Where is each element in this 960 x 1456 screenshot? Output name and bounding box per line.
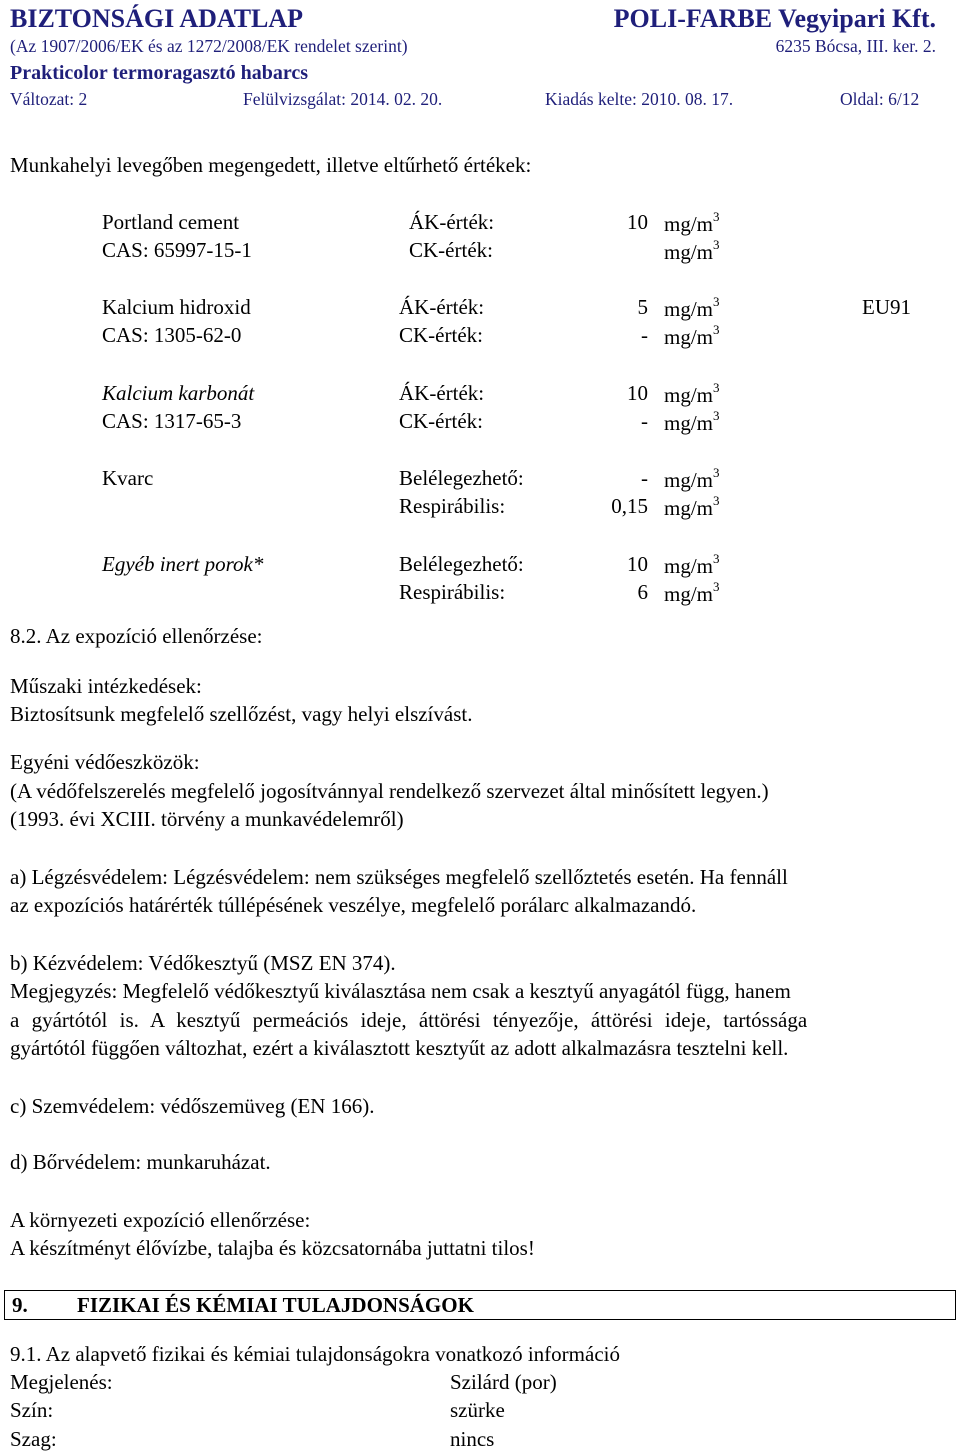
regulation-note: (Az 1907/2006/EK és az 1272/2008/EK rendelet szerint) <box>10 36 408 56</box>
substance-name: Kvarc <box>102 466 154 490</box>
property-value: Szilárd (por) <box>450 1370 557 1394</box>
limit-unit: $mg/m^3$ <box>664 493 720 520</box>
limit-label: CK-érték: <box>399 409 483 433</box>
limit-label: ÁK-érték: <box>399 381 485 405</box>
limit-label: CK-érték: <box>399 323 483 347</box>
section-heading: 8.2. Az expozíció ellenőrzése: <box>10 624 263 648</box>
limit-value: 5 <box>637 295 648 319</box>
property-label: Szag: <box>10 1427 57 1451</box>
ppe-text: (1993. évi XCIII. törvény a munkavédelemről) <box>10 807 404 831</box>
limit-value: 10 <box>627 552 648 576</box>
limit-unit: $mg/m^3$ <box>664 380 720 407</box>
ppe-text: (A védőfelszerelés megfelelő jogosítvánnyal rendelkező szervezet által minősített legyen.) <box>10 779 769 803</box>
limit-unit: $mg/m^3$ <box>664 551 720 578</box>
property-label: Szín: <box>10 1398 54 1422</box>
env-heading: A környezeti expozíció ellenőrzése: <box>10 1208 311 1232</box>
property-value: nincs <box>450 1427 495 1451</box>
glove-note: Megjegyzés: Megfelelő védőkesztyű kiválasztása nem csak a kesztyű anyagától függ, hanem <box>10 979 791 1003</box>
product-name: Prakticolor termoragasztó habarcs <box>10 62 309 84</box>
glove-note: gyártótól függően változhat, ezért a kiválasztott kesztyűt az adott alkalmazásra tesztelni kell. <box>10 1036 789 1060</box>
hand-protection: b) Kézvédelem: Védőkesztyű (MSZ EN 374). <box>10 951 396 975</box>
page-number: Oldal: 6/12 <box>840 89 920 109</box>
respiratory-text: az expozíciós határérték túllépésének veszélye, megfelelő porálarc alkalmazandó. <box>10 893 697 917</box>
respiratory-text: a) Légzésvédelem: Légzésvédelem: nem szükséges megfelelő szellőztetés esetén. Ha fennáll <box>10 865 788 889</box>
company-name: POLI-FARBE Vegyipari Kft. <box>613 4 936 33</box>
version: Változat: 2 <box>10 89 88 109</box>
subsection-heading: 9.1. Az alapvető fizikai és kémiai tulajdonságokra vonatkozó információ <box>10 1342 620 1366</box>
ppe-heading: Egyéni védőeszközök: <box>10 750 200 774</box>
substance-name: Portland cement <box>102 210 240 234</box>
property-value: szürke <box>450 1398 505 1422</box>
tech-heading: Műszaki intézkedések: <box>10 674 202 698</box>
section-title: FIZIKAI ÉS KÉMIAI TULAJDONSÁGOK <box>77 1293 474 1317</box>
section-number: 9. <box>12 1293 28 1317</box>
substance-cas: CAS: 65997-15-1 <box>102 238 252 262</box>
revision-date: Felülvizsgálat: 2014. 02. 20. <box>243 89 443 109</box>
limit-unit: $mg/m^3$ <box>664 465 720 492</box>
limit-label: Respirábilis: <box>399 494 506 518</box>
substance-cas: CAS: 1305-62-0 <box>102 323 242 347</box>
limit-unit: $mg/m^3$ <box>664 579 720 606</box>
limit-unit: $mg/m^3$ <box>664 322 720 349</box>
limit-label: Respirábilis: <box>399 580 506 604</box>
eu-note: EU91 <box>862 295 911 319</box>
limit-value: 0,15 <box>611 494 648 518</box>
limit-label: CK-érték: <box>409 238 493 262</box>
tech-text: Biztosítsunk megfelelő szellőzést, vagy helyi elszívást. <box>10 702 473 726</box>
limit-unit: $mg/m^3$ <box>664 209 720 236</box>
env-text: A készítményt élővízbe, talajba és közcsatornába juttatni tilos! <box>10 1236 535 1260</box>
company-address: 6235 Bócsa, III. ker. 2. <box>775 36 936 56</box>
issue-date: Kiadás kelte: 2010. 08. 17. <box>545 89 734 109</box>
limit-unit: $mg/m^3$ <box>664 294 720 321</box>
doc-title: BIZTONSÁGI ADATLAP <box>10 4 304 33</box>
limit-unit: $mg/m^3$ <box>664 408 720 435</box>
limit-label: ÁK-érték: <box>409 210 495 234</box>
limit-label: ÁK-érték: <box>399 295 485 319</box>
limit-value: 10 <box>627 381 648 405</box>
limit-label: Belélegezhető: <box>399 466 524 490</box>
eye-protection: c) Szemvédelem: védőszemüveg (EN 166). <box>10 1094 375 1118</box>
limit-value: 6 <box>637 580 648 604</box>
limit-unit: $mg/m^3$ <box>664 237 720 264</box>
substance-name: Egyéb inert porok* <box>102 552 264 576</box>
property-label: Megjelenés: <box>10 1370 113 1394</box>
substance-name: Kalcium hidroxid <box>102 295 251 319</box>
limit-value: - <box>641 323 648 347</box>
limits-intro: Munkahelyi levegőben megengedett, illetve eltűrhető értékek: <box>10 153 532 177</box>
limit-value <box>588 240 648 261</box>
skin-protection: d) Bőrvédelem: munkaruházat. <box>10 1150 271 1174</box>
substance-name: Kalcium karbonát <box>102 381 255 405</box>
glove-note: a gyártótól is. A kesztyű permeációs ideje, áttörési tényezője, áttörési ideje, tartóssága <box>10 1008 808 1032</box>
limit-value: - <box>641 409 648 433</box>
limit-value: - <box>641 466 648 490</box>
substance-cas: CAS: 1317-65-3 <box>102 409 242 433</box>
limit-label: Belélegezhető: <box>399 552 524 576</box>
limit-value: 10 <box>627 210 648 234</box>
